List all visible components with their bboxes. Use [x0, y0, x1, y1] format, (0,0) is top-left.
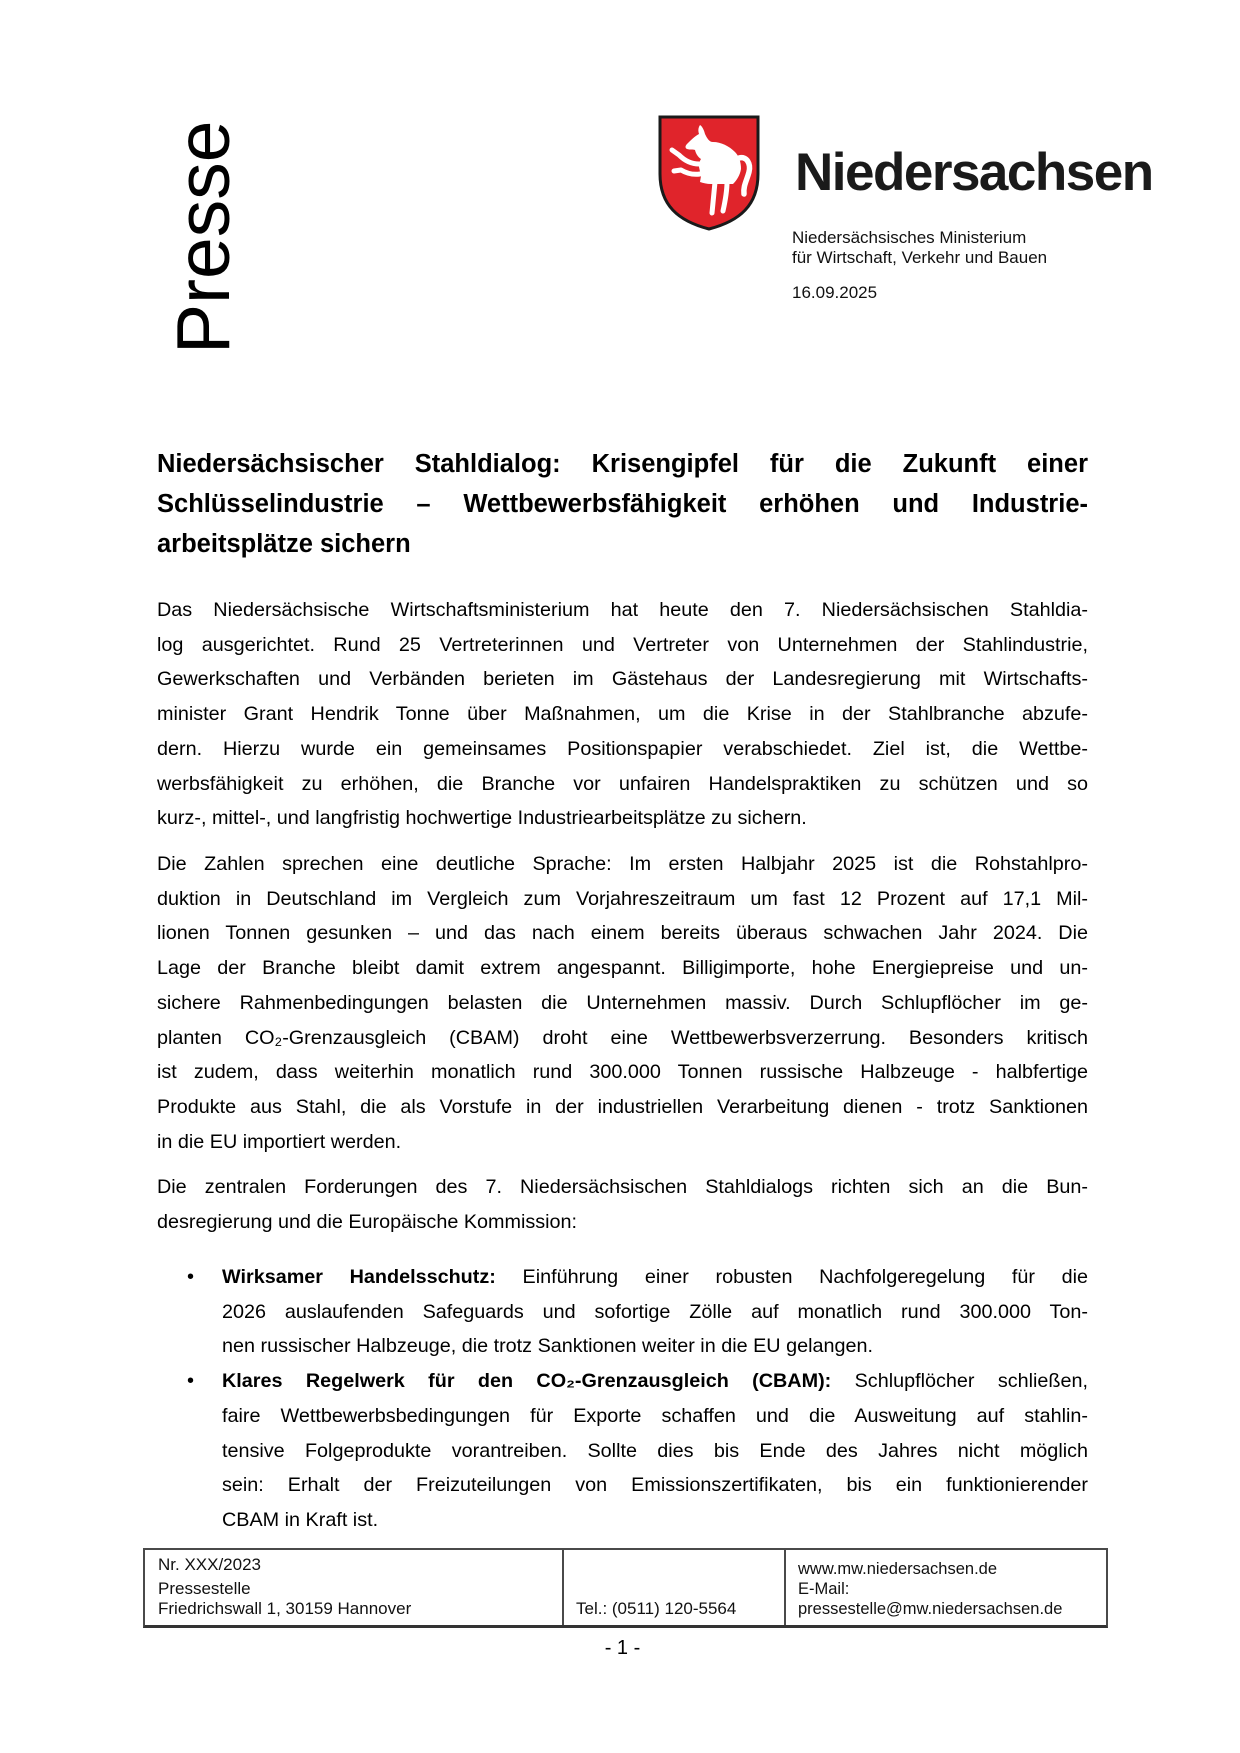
website-url: www.mw.niedersachsen.de [798, 1560, 998, 1578]
article-title [157, 444, 1088, 564]
text-line: tensive Folgeprodukte vorantreiben. Sollte dies bis Ende des Jahres nicht möglich [222, 1439, 1088, 1462]
bullet-text [222, 1260, 1088, 1364]
bold-lead: Klares Regelwerk für den CO₂-Grenzausgleich (CBAM): [222, 1370, 832, 1393]
text-line: dern. Hierzu wurde ein gemeinsames Positionspapier verabschiedet. Ziel ist, die Wettbe- [157, 737, 1088, 760]
bullet-text [222, 1364, 1088, 1538]
text-line: sichere Rahmenbedingungen belasten die Unternehmen massiv. Durch Schlupflöcher im ge- [157, 991, 1088, 1014]
text-line: ist zudem, dass weiterhin monatlich rund 300.000 Tonnen russische Halbzeuge - halbfertige [157, 1061, 1088, 1084]
text-line: Niedersächsischer Stahldialog: Krisengipfel für die Zukunft einer [157, 450, 1088, 478]
text-line: Gewerkschaften und Verbänden berieten im Gästehaus der Landesregierung mit Wirtschafts- [157, 668, 1088, 691]
brand-wordmark: Niedersachsen [795, 143, 1153, 202]
presse-kicker: Presse [161, 120, 245, 354]
ministry-name [792, 228, 1047, 268]
text-line: in die EU importiert werden. [157, 1130, 402, 1153]
demand-bullet-list [157, 1260, 1088, 1538]
text-line: arbeitsplätze sichern [157, 530, 411, 558]
text-line: Klares Regelwerk für den CO₂-Grenzausgleich (CBAM): Schlupflöcher schließen, [222, 1370, 1088, 1393]
text-line: kurz-, mittel-, und langfristig hochwertige Industriearbeitsplätze zu sichern. [157, 807, 807, 830]
niedersachsen-coat-of-arms [657, 114, 761, 233]
text-line: Produkte aus Stahl, die als Vorstufe in der industriellen Verarbeitung dienen - trotz Sanktionen [157, 1095, 1088, 1118]
text-line: Wirksamer Handelsschutz: Einführung einer robusten Nachfolgeregelung für die [222, 1266, 1089, 1288]
text-line: faire Wettbewerbsbedingungen für Exporte schaffen und die Ausweitung auf stahlin- [222, 1404, 1088, 1427]
text-line: minister Grant Hendrik Tonne über Maßnahmen, um die Krise in der Stahlbranche abzufe- [157, 703, 1088, 726]
text-line: nen russischer Halbzeuge, die trotz Sanktionen weiter in die EU gelangen. [222, 1335, 873, 1358]
text-line: log ausgerichtet. Rund 25 Vertreterinnen und Vertreter von Unternehmen der Stahlindustrie, [157, 633, 1088, 656]
text-line: Lage der Branche bleibt damit extrem angespannt. Billigimporte, hohe Energiepreise und un- [157, 957, 1088, 980]
page-number: - 1 - [604, 1637, 641, 1659]
release-number: Nr. XXX/2023 [158, 1555, 262, 1574]
text-line: CBAM in Kraft ist. [222, 1508, 379, 1531]
bullet-marker-icon: • [187, 1266, 195, 1288]
text-line: werbsfähigkeit zu erhöhen, die Branche vor unfairen Handelspraktiken zu schützen und so [157, 772, 1088, 795]
bullet-marker-icon: • [187, 1370, 195, 1393]
footer-col-press-office [145, 1550, 562, 1625]
press-office-address: Friedrichswall 1, 30159 Hannover [158, 1599, 412, 1618]
footer-col-phone [562, 1550, 784, 1625]
text-line: Das Niedersächsische Wirtschaftsministerium hat heute den 7. Niedersächsischen Stahldia- [157, 599, 1088, 621]
bullet-item [157, 1364, 1088, 1538]
footer-contact-table [143, 1548, 1108, 1628]
text-line: Die zentralen Forderungen des 7. Niedersächsischen Stahldialogs richten sich an die Bun- [157, 1176, 1088, 1198]
footer-col-web [784, 1550, 1106, 1625]
text-line: sein: Erhalt der Freizuteilungen von Emissionszertifikaten, bis ein funktionierender [222, 1474, 1088, 1497]
paragraph-1 [157, 593, 1088, 836]
text-line: planten CO₂-Grenzausgleich (CBAM) droht eine Wettbewerbsverzerrung. Besonders kritisch [157, 1026, 1088, 1049]
email-address: E-Mail: pressestelle@mw.niedersachsen.de [798, 1580, 1063, 1618]
bold-lead: Wirksamer Handelsschutz: [222, 1266, 496, 1288]
bullet-item [157, 1260, 1088, 1364]
press-office-label: Pressestelle [158, 1579, 251, 1598]
release-date: 16.09.2025 [792, 283, 878, 302]
ministry-line-1: Niedersächsisches Ministerium [792, 228, 1027, 247]
text-line: lionen Tonnen gesunken – und das nach einem bereits überaus schwachen Jahr 2024. Die [157, 922, 1088, 945]
paragraph-2 [157, 847, 1088, 1159]
text-line: Schlüsselindustrie – Wettbewerbsfähigkeit erhöhen und Industrie- [157, 490, 1088, 518]
paragraph-3 [157, 1170, 1088, 1239]
text-line: 2026 auslaufenden Safeguards und sofortige Zölle auf monatlich rund 300.000 Ton- [222, 1300, 1088, 1323]
text-line: duktion in Deutschland im Vergleich zum Vorjahreszeitraum um fast 12 Prozent auf 17,1 Mil- [157, 887, 1088, 910]
text-line: desregierung und die Europäische Kommission: [157, 1210, 578, 1233]
text-line: Die Zahlen sprechen eine deutliche Sprache: Im ersten Halbjahr 2025 ist die Rohstahlpro- [157, 853, 1088, 875]
phone-number: Tel.: (0511) 120-5564 [576, 1599, 737, 1618]
ministry-line-2: für Wirtschaft, Verkehr und Bauen [792, 248, 1048, 267]
